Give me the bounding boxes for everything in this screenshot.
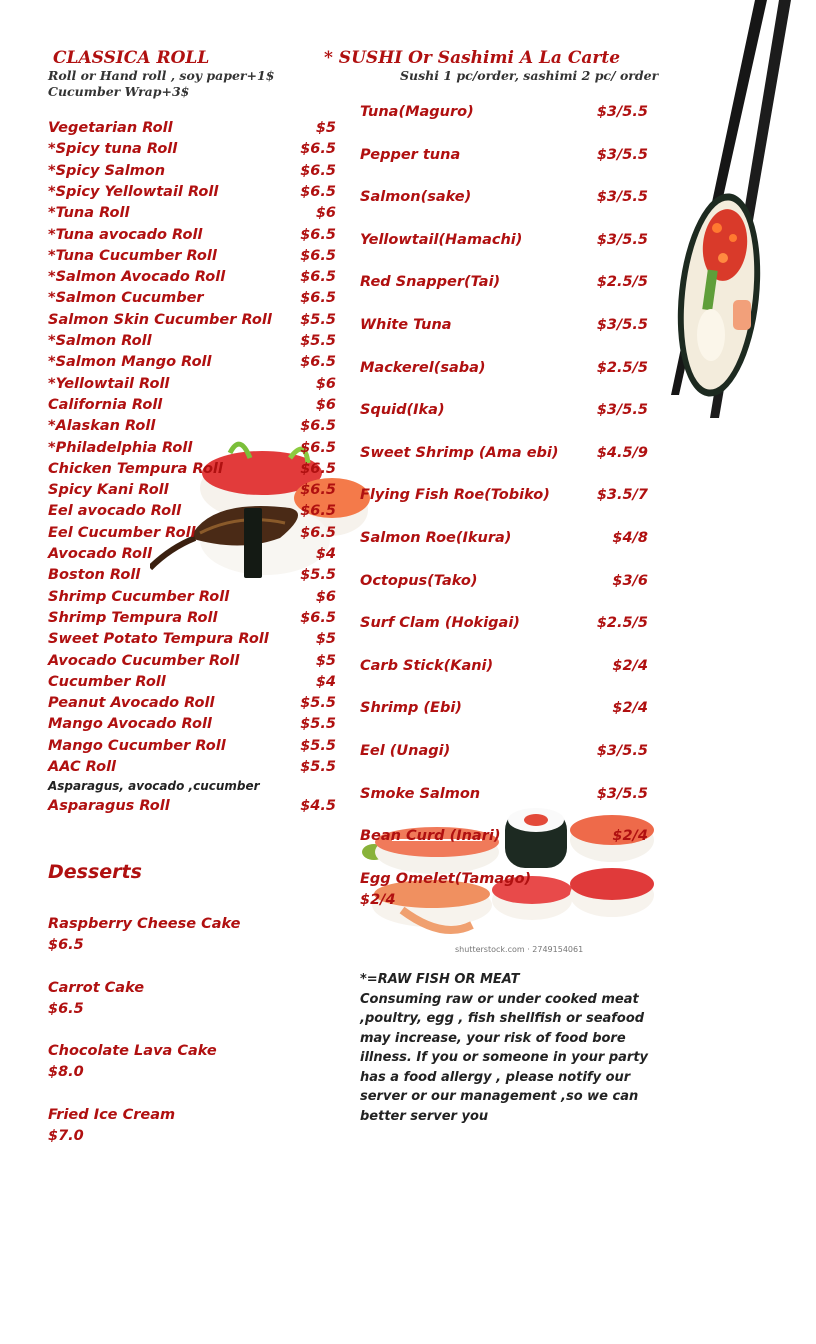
- roll-item-name: *Tuna Cucumber Roll: [48, 247, 217, 264]
- raw-fish-disclaimer: [360, 970, 660, 1126]
- roll-item-name: Salmon Skin Cucumber Roll: [48, 311, 272, 328]
- sushi-item-price: $2.5/5: [596, 274, 648, 291]
- roll-item-price: $6: [315, 396, 336, 413]
- desserts-title: Desserts: [48, 861, 142, 883]
- roll-item-name: Avocado Roll: [48, 546, 152, 562]
- roll-item-price: $4: [315, 673, 336, 690]
- sushi-item-name: Sweet Shrimp (Ama ebi): [360, 444, 559, 461]
- egg-omelet-name: Egg Omelet(Tamago): [360, 871, 532, 887]
- sushi-item-name: Smoke Salmon: [360, 785, 481, 802]
- sushi-item-name: Mackerel(saba): [360, 359, 486, 376]
- roll-item-name: Avocado Cucumber Roll: [48, 652, 240, 669]
- sushi-subtitle: Sushi 1 pc/order, sashimi 2 pc/ order: [400, 68, 659, 83]
- roll-item-price: $5: [315, 631, 336, 648]
- sushi-item-name: Bean Curd (Inari): [360, 828, 501, 845]
- roll-item-price: $5.5: [300, 567, 336, 584]
- sushi-item-price: $3/5.5: [596, 146, 648, 163]
- roll-item-price: $6.5: [300, 354, 336, 371]
- roll-item-name: Shrimp Tempura Roll: [48, 609, 218, 626]
- asparagus-roll-price: $4.5: [300, 798, 336, 814]
- sushi-item-name: Eel (Unagi): [360, 743, 451, 759]
- sushi-item-price: $4.5/9: [596, 444, 648, 461]
- roll-item-price: $6.5: [300, 418, 336, 435]
- roll-item-price: $6.5: [300, 503, 336, 520]
- roll-item-price: $6.5: [300, 141, 336, 158]
- roll-item-name: Eel Cucumber Roll: [48, 524, 196, 541]
- roll-item-name: Mango Cucumber Roll: [48, 737, 226, 754]
- dessert-item-name: Chocolate Lava Cake: [48, 1043, 217, 1060]
- roll-item-name: *Spicy Yellowtail Roll: [48, 183, 219, 200]
- sushi-item-price: $3.5/7: [596, 487, 648, 504]
- roll-item-price: $6: [315, 205, 336, 222]
- disclaimer-body: Consuming raw or under cooked meat ,poultry, egg , fish shellfish or seafood may increase, your risk of food bore illness. If you or someone in your party has a food allergy , please notify our server or our management ,so we can better server you: [360, 991, 649, 1124]
- sushi-item-name: Pepper tuna: [360, 146, 461, 163]
- sushi-item-price: $2.5/5: [596, 615, 648, 632]
- sushi-item-name: Surf Clam (Hokigai): [360, 615, 520, 632]
- dessert-item-name: Fried Ice Cream: [48, 1107, 176, 1124]
- roll-item-name: Eel avocado Roll: [48, 503, 182, 520]
- roll-item-name: California Roll: [48, 396, 163, 413]
- sushi-item-price: $3/5.5: [596, 231, 648, 248]
- roll-item-name: *Spicy Salmon: [48, 162, 166, 179]
- roll-item-name: Shrimp Cucumber Roll: [48, 588, 230, 605]
- roll-item-name: AAC Roll: [48, 759, 117, 775]
- sushi-item-name: White Tuna: [360, 317, 452, 333]
- roll-item-name: *Salmon Roll: [48, 333, 152, 349]
- roll-item-name: Boston Roll: [48, 567, 141, 584]
- roll-item-price: $5.5: [300, 311, 336, 328]
- sushi-item-name: Flying Fish Roe(Tobiko): [360, 487, 550, 504]
- roll-item-name: *Salmon Mango Roll: [48, 354, 212, 371]
- sushi-item-price: $4/8: [612, 530, 648, 546]
- roll-item-name: Peanut Avocado Roll: [48, 695, 215, 712]
- roll-item-price: $6.5: [300, 482, 336, 499]
- sushi-item-name: Red Snapper(Tai): [360, 274, 501, 291]
- roll-item-price: $5.5: [300, 333, 336, 349]
- roll-item-name: Vegetarian Roll: [48, 120, 173, 136]
- sushi-item-price: $2/4: [612, 700, 648, 717]
- dessert-item-price: $6.5: [48, 1000, 84, 1017]
- egg-omelet-price: $2/4: [360, 892, 396, 908]
- roll-item-name: Cucumber Roll: [48, 673, 166, 690]
- asparagus-roll-name: Asparagus Roll: [48, 798, 170, 814]
- sushi-item-price: $3/5.5: [596, 402, 648, 419]
- dessert-item-price: $7.0: [48, 1128, 84, 1145]
- roll-item-price: $5.5: [300, 695, 336, 712]
- roll-item-price: $6.5: [300, 269, 336, 286]
- roll-item-name: Sweet Potato Tempura Roll: [48, 631, 269, 648]
- sushi-title: * SUSHI Or Sashimi A La Carte: [324, 48, 621, 68]
- roll-item-price: $6.5: [300, 247, 336, 264]
- sushi-item-name: Yellowtail(Hamachi): [360, 231, 523, 248]
- roll-item-price: $6.5: [300, 524, 336, 541]
- roll-item-price: $6: [315, 375, 336, 392]
- sushi-item-name: Salmon Roe(Ikura): [360, 530, 512, 546]
- roll-item-price: $5.5: [300, 716, 336, 733]
- rolls-note-1: Roll or Hand roll , soy paper+1$: [48, 68, 275, 83]
- dessert-item-name: Carrot Cake: [48, 979, 145, 996]
- roll-item-name: *Salmon Avocado Roll: [48, 269, 226, 286]
- roll-item-price: $5.5: [300, 737, 336, 754]
- roll-item-name: *Tuna avocado Roll: [48, 226, 203, 243]
- roll-item-price: $5: [315, 120, 336, 136]
- rolls-note-2: Cucumber Wrap+3$: [48, 84, 190, 99]
- aac-roll-note: Asparagus, avocado ,cucumber: [48, 779, 260, 793]
- disclaimer-heading: *=RAW FISH OR MEAT: [360, 972, 520, 987]
- sushi-item-price: $3/5.5: [596, 317, 648, 333]
- roll-item-name: *Yellowtail Roll: [48, 375, 170, 392]
- roll-item-price: $5.5: [300, 759, 336, 775]
- roll-item-name: Mango Avocado Roll: [48, 716, 212, 733]
- roll-item-name: *Salmon Cucumber: [48, 290, 204, 307]
- roll-item-price: $6.5: [300, 183, 336, 200]
- sushi-item-price: $2.5/5: [596, 359, 648, 376]
- roll-item-price: $6.5: [300, 460, 336, 477]
- rolls-title: CLASSICA ROLL: [53, 48, 210, 68]
- sushi-item-name: Squid(Ika): [360, 402, 445, 419]
- sushi-item-name: Tuna(Maguro): [360, 104, 474, 120]
- roll-item-price: $6: [315, 588, 336, 605]
- roll-item-price: $5: [315, 652, 336, 669]
- sushi-item-name: Shrimp (Ebi): [360, 700, 462, 717]
- sushi-item-price: $3/5.5: [596, 104, 648, 120]
- roll-item-price: $6.5: [300, 439, 336, 456]
- sushi-item-name: Salmon(sake): [360, 189, 472, 206]
- roll-item-name: *Philadelphia Roll: [48, 439, 193, 456]
- sushi-item-name: Carb Stick(Kani): [360, 657, 494, 674]
- roll-item-name: Spicy Kani Roll: [48, 482, 169, 499]
- dessert-item-price: $6.5: [48, 937, 84, 953]
- sushi-item-name: Octopus(Tako): [360, 572, 478, 589]
- sushi-item-price: $2/4: [612, 657, 648, 674]
- dessert-item-name: Raspberry Cheese Cake: [48, 916, 241, 932]
- roll-item-name: *Tuna Roll: [48, 205, 130, 222]
- sushi-item-price: $3/6: [612, 572, 648, 589]
- sushi-item-price: $3/5.5: [596, 785, 648, 802]
- sushi-item-price: $3/5.5: [596, 743, 648, 759]
- roll-item-name: *Spicy tuna Roll: [48, 141, 178, 158]
- image-watermark: shutterstock.com · 2749154061: [455, 945, 584, 954]
- roll-item-price: $6.5: [300, 226, 336, 243]
- roll-item-name: *Alaskan Roll: [48, 418, 156, 435]
- sushi-item-price: $2/4: [612, 828, 648, 845]
- chopsticks-sushi-image: [655, 0, 816, 420]
- roll-item-price: $4: [315, 546, 336, 562]
- roll-item-price: $6.5: [300, 162, 336, 179]
- roll-item-name: Chicken Tempura Roll: [48, 460, 223, 477]
- roll-item-price: $6.5: [300, 609, 336, 626]
- roll-item-price: $6.5: [300, 290, 336, 307]
- sushi-item-price: $3/5.5: [596, 189, 648, 206]
- dessert-item-price: $8.0: [48, 1064, 84, 1081]
